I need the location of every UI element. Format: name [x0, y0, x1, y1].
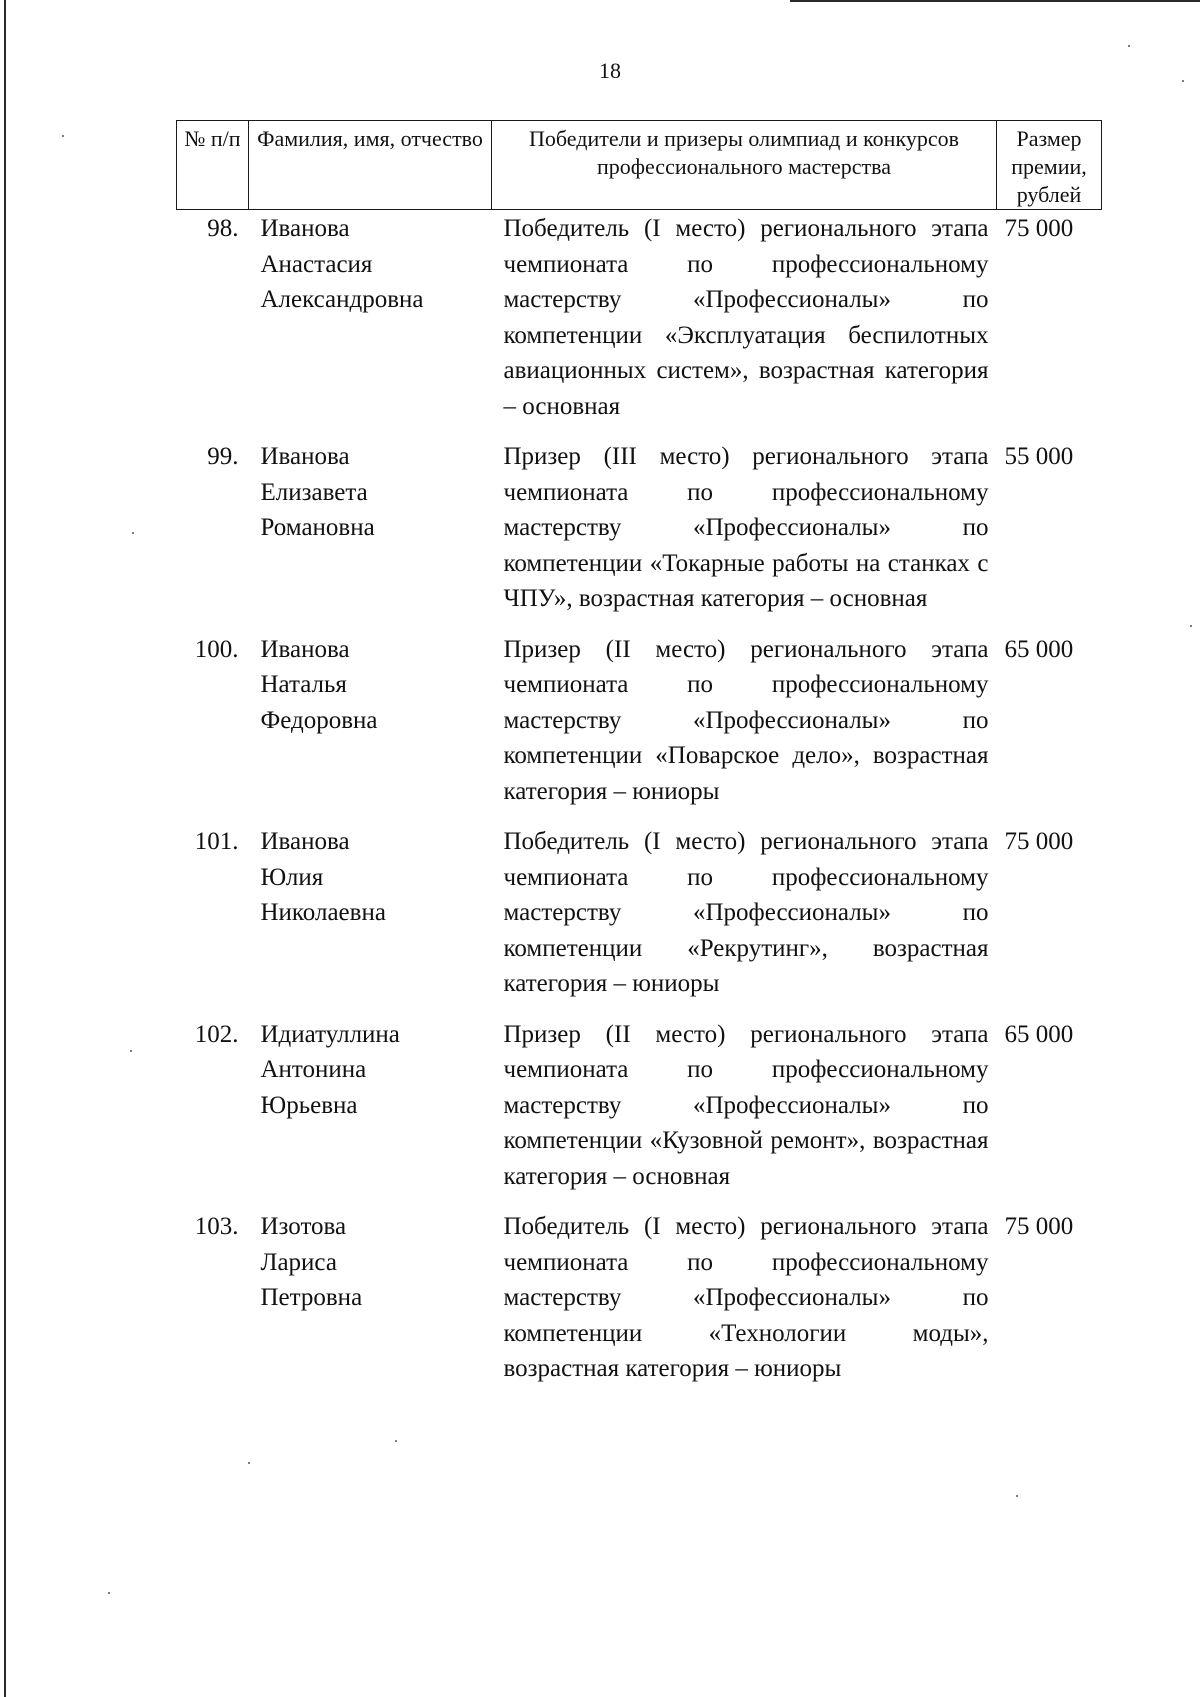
- scan-speck: [1128, 45, 1130, 47]
- row-prize: 75 000: [1004, 215, 1074, 242]
- table-row: [177, 1017, 1102, 1210]
- scan-speck: [1016, 1495, 1018, 1497]
- row-description: Призер (III место) регионального этапа чемпионата по профессиональному мастерству «Профессионалы» по компетенции «Токарные работы на станках с ЧПУ», возрастная категория – основная: [503, 443, 989, 612]
- patronymic: Романовна: [260, 514, 375, 541]
- header-prize: Размер премии, рублей: [997, 121, 1102, 210]
- row-number: 103.: [194, 1213, 239, 1240]
- surname: Идиатуллина: [260, 1020, 400, 1048]
- scan-edge-left: [4, 0, 6, 1697]
- first-name: Анастасия: [260, 250, 373, 278]
- patronymic: Петровна: [260, 1284, 363, 1311]
- scan-edge-top: [790, 0, 1200, 2]
- row-number: 102.: [194, 1020, 239, 1048]
- scan-speck: [132, 532, 134, 534]
- table-body: [177, 210, 1102, 1402]
- row-description: Победитель (I место) регионального этапа чемпионата по профессиональному мастерству «Профессионалы» по компетенции «Эксплуатация беспилотных авиационных систем», возрастная категория – основная: [503, 215, 989, 420]
- row-full-name: [249, 632, 492, 825]
- scan-speck: [248, 1462, 250, 1464]
- first-name: Юлия: [260, 863, 324, 891]
- scan-speck: [1190, 625, 1192, 627]
- row-number: 101.: [194, 828, 239, 855]
- scan-speck: [62, 135, 64, 137]
- row-number: 99.: [207, 443, 239, 470]
- first-name: Антонина: [260, 1056, 367, 1083]
- row-prize: 75 000: [1004, 1213, 1074, 1240]
- row-prize: 75 000: [1004, 828, 1074, 855]
- surname: Иванова: [260, 443, 350, 470]
- scan-speck: [130, 1050, 132, 1052]
- row-description: Победитель (I место) регионального этапа чемпионата по профессиональному мастерству «Профессионалы» по компетенции «Технологии моды», возрастная категория – юниоры: [503, 1213, 989, 1382]
- scan-speck: [1182, 80, 1184, 82]
- header-name: Фамилия, имя, отчество: [249, 121, 492, 210]
- row-full-name: [249, 1209, 492, 1402]
- scan-speck: [108, 1592, 110, 1594]
- row-full-name: [249, 210, 492, 440]
- table-row: [177, 210, 1102, 440]
- table-row: [177, 439, 1102, 632]
- first-name: Лариса: [260, 1248, 337, 1276]
- row-number: 100.: [194, 635, 239, 663]
- row-prize: 55 000: [1004, 443, 1074, 470]
- first-name: Елизавета: [260, 478, 368, 506]
- page-number: 18: [599, 58, 621, 83]
- first-name: Наталья: [260, 671, 347, 698]
- patronymic: Николаевна: [260, 899, 386, 926]
- row-prize: 65 000: [1004, 635, 1074, 663]
- patronymic: Александровна: [260, 286, 424, 313]
- table-row: [177, 1209, 1102, 1402]
- row-number: 98.: [207, 215, 239, 242]
- surname: Иванова: [260, 635, 350, 663]
- row-prize: 65 000: [1004, 1020, 1074, 1048]
- patronymic: Федоровна: [260, 706, 378, 734]
- row-description: Призер (II место) регионального этапа чемпионата по профессиональному мастерству «Профессионалы» по компетенции «Кузовной ремонт», возрастная категория – основная: [503, 1020, 989, 1190]
- row-description: Победитель (I место) регионального этапа чемпионата по профессиональному мастерству «Профессионалы» по компетенции «Рекрутинг», возрастная категория – юниоры: [503, 828, 989, 997]
- header-description: Победители и призеры олимпиад и конкурсов профессионального мастерства: [492, 121, 997, 210]
- row-full-name: [249, 439, 492, 632]
- row-description: Призер (II место) регионального этапа чемпионата по профессиональному мастерству «Профессионалы» по компетенции «Поварское дело», возрастная категория – юниоры: [503, 635, 989, 805]
- scan-speck: [395, 1440, 397, 1442]
- winners-table: [176, 120, 1102, 1402]
- patronymic: Юрьевна: [260, 1091, 358, 1119]
- surname: Иванова: [260, 215, 350, 242]
- table-row: [177, 824, 1102, 1017]
- header-num: № п/п: [177, 121, 249, 210]
- surname: Иванова: [260, 828, 350, 855]
- table-row: [177, 632, 1102, 825]
- row-full-name: [249, 824, 492, 1017]
- table-header: [177, 121, 1102, 210]
- surname: Изотова: [260, 1213, 347, 1240]
- row-full-name: [249, 1017, 492, 1210]
